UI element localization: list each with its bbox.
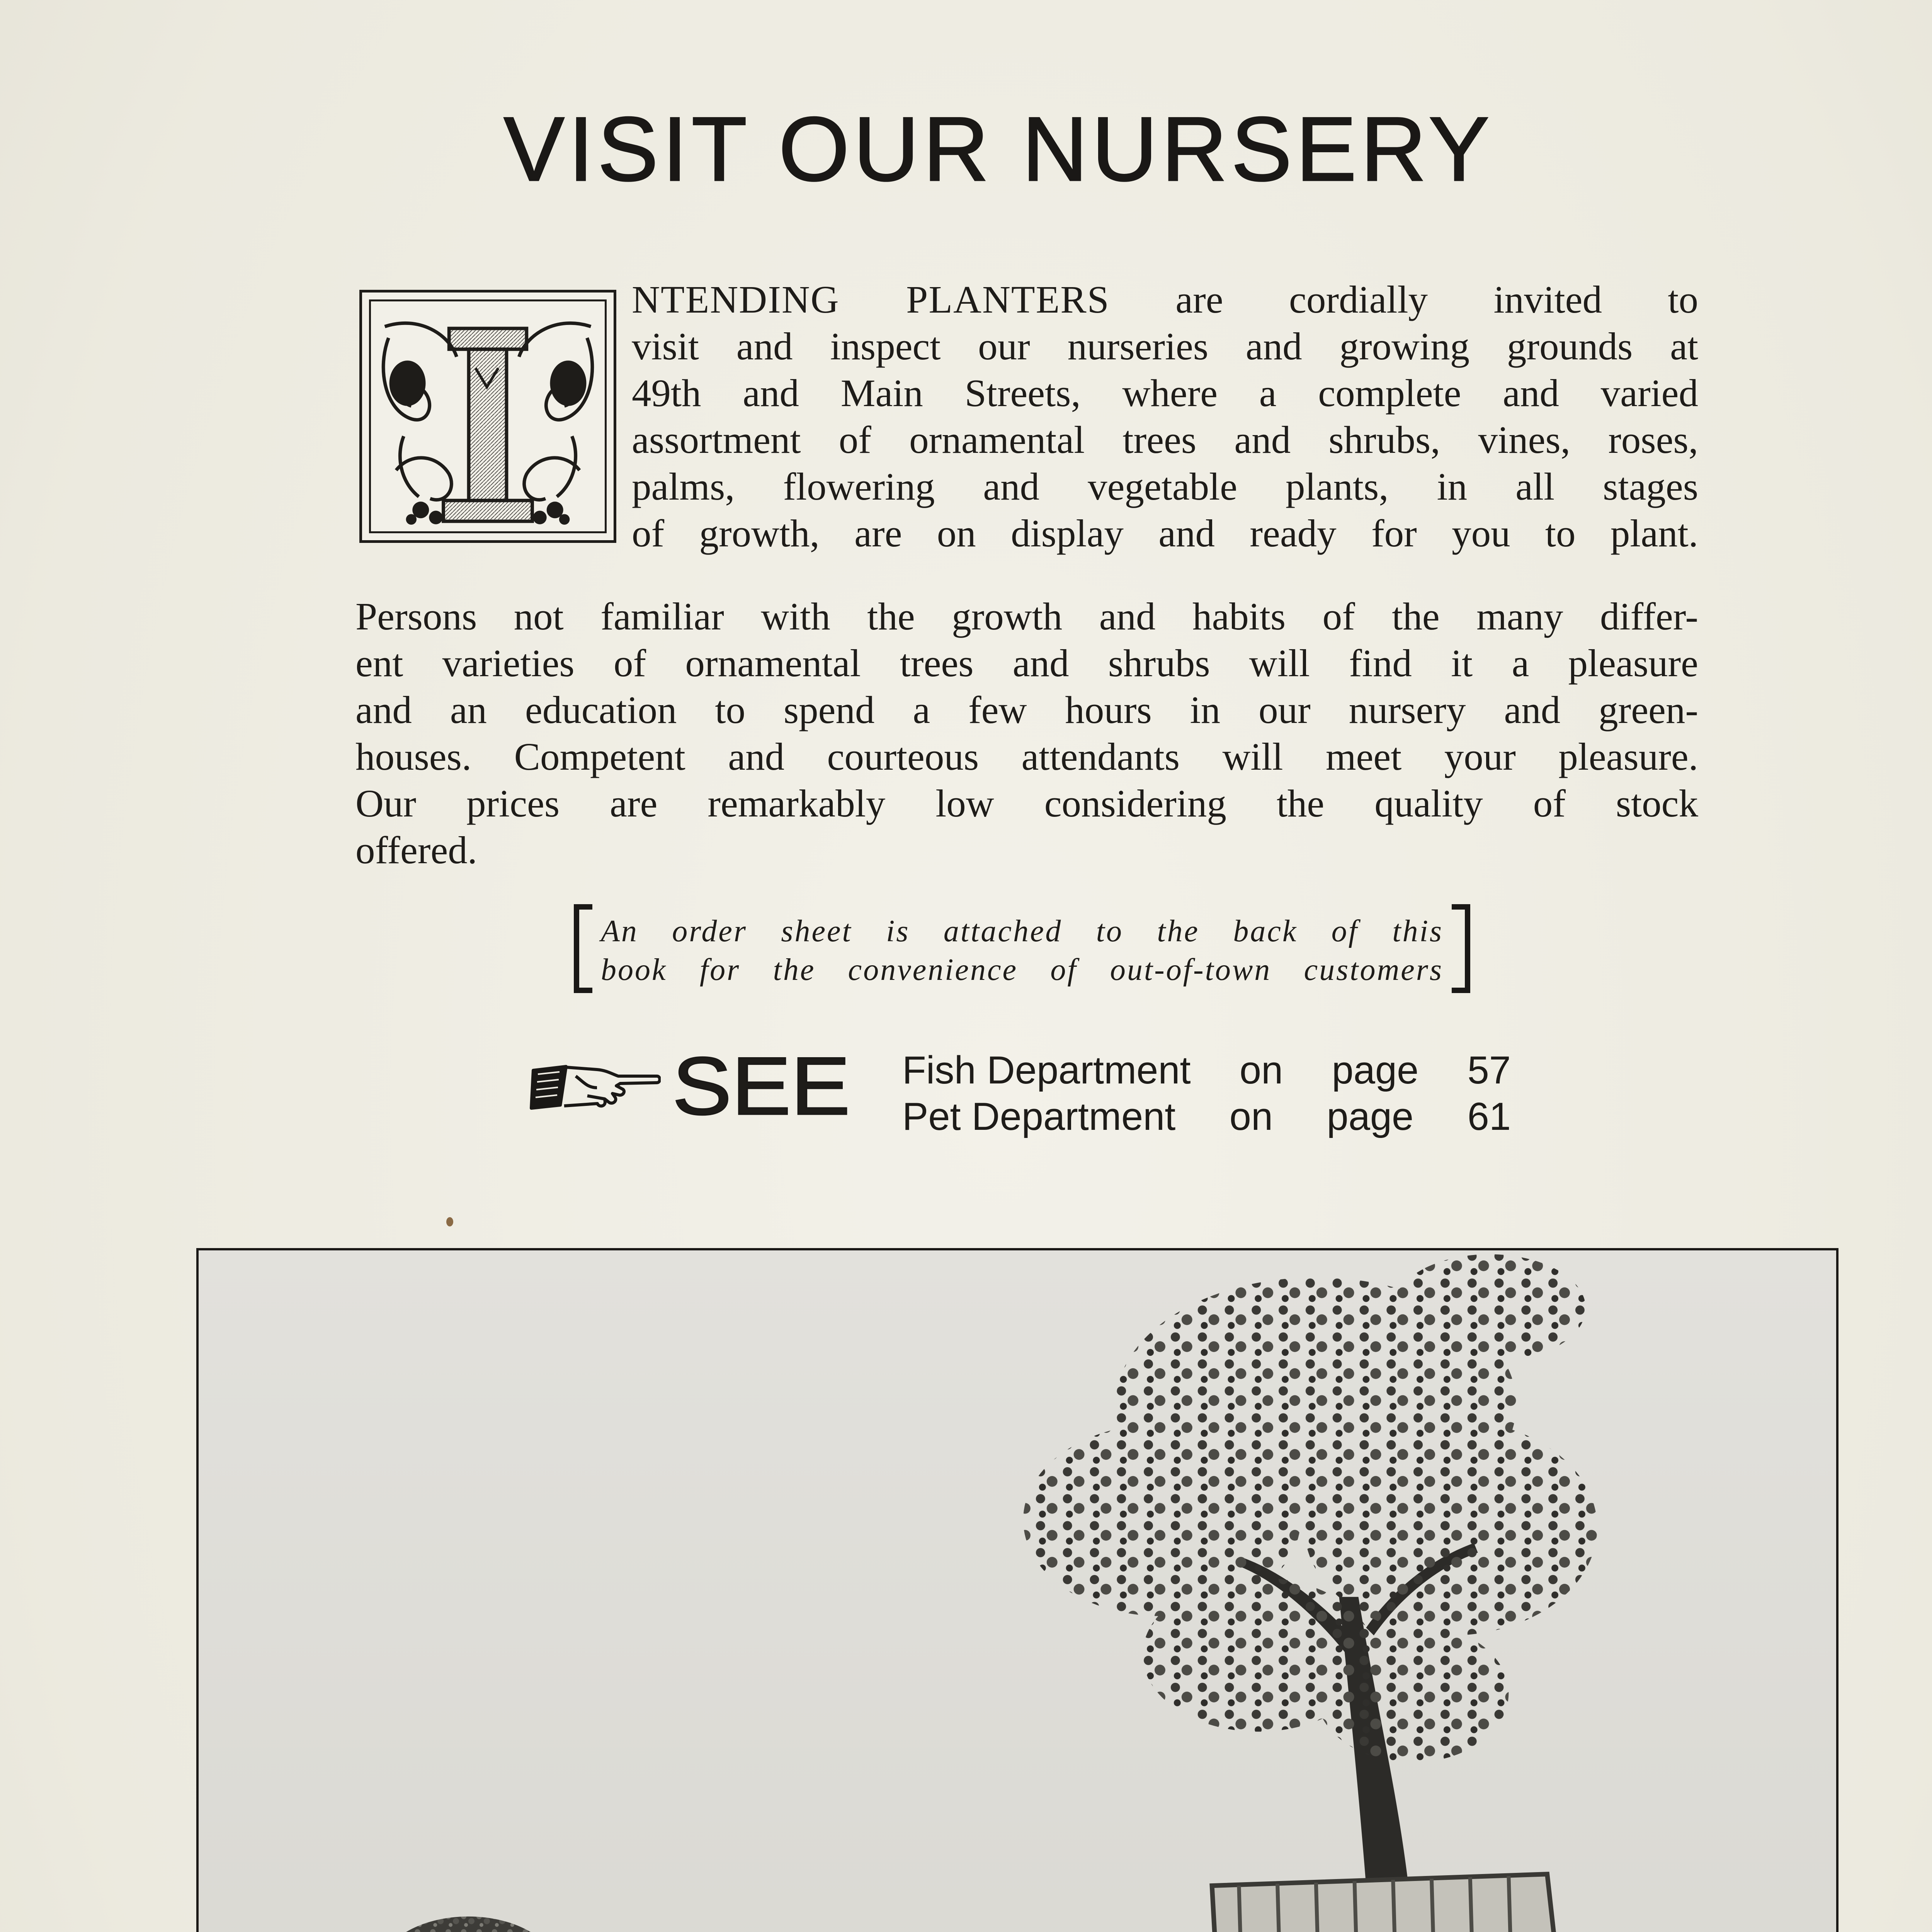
see-reference-block: [529, 1040, 1534, 1144]
intro-line-6: of growth, are on display and ready for you to plant.: [632, 512, 1698, 555]
see-item-fish-on: on: [1239, 1049, 1283, 1092]
see-item-pet-page: 61: [1467, 1095, 1511, 1138]
nursery-scene-image: [199, 1250, 1836, 1932]
intro-lead-smallcaps: NTENDING PLANTERS: [632, 278, 1110, 321]
intro-line-4: assortment of ornamental trees and shrubs, vines, roses,: [632, 418, 1698, 461]
body-line-5: Our prices are remarkably low considering the quality of stock: [355, 782, 1698, 825]
order-sheet-note: [574, 904, 1470, 1001]
ornamental-letter-icon: [362, 293, 614, 540]
pointing-hand-icon: [529, 1059, 661, 1113]
left-bracket: [574, 904, 592, 993]
see-department-list: [902, 1047, 1511, 1140]
body-line-4: houses. Competent and courteous attendants will meet your pleasure.: [355, 735, 1698, 778]
intro-line-3: 49th and Main Streets, where a complete and varied: [632, 371, 1698, 415]
order-note-line-1: An order sheet is attached to the back of this: [601, 914, 1443, 948]
intro-line-2: visit and inspect our nurseries and growing grounds at: [632, 325, 1698, 368]
see-item-pet: [902, 1094, 1511, 1140]
see-heading: SEE: [672, 1040, 850, 1132]
intro-line-1-rest: are cordially invited to: [1109, 278, 1698, 321]
page-title: VISIT OUR NURSERY: [503, 98, 1493, 200]
body-line-6: offered.: [355, 828, 477, 872]
drop-cap-ornament: [359, 290, 616, 543]
intro-line-1: [632, 276, 1698, 323]
body-paragraph: [355, 593, 1698, 874]
body-line-1: Persons not familiar with the growth and habits of the many differ-: [355, 595, 1698, 638]
right-bracket: [1452, 904, 1470, 993]
intro-paragraph: [632, 276, 1698, 557]
body-line-3: and an education to spend a few hours in our nursery and green-: [355, 688, 1698, 731]
see-item-fish-page-word: page: [1332, 1049, 1419, 1092]
body-line-2: ent varieties of ornamental trees and shrubs will find it a pleasure: [355, 641, 1698, 685]
order-note-line-2: book for the convenience of out-of-town customers: [601, 953, 1443, 987]
see-item-pet-dept: Pet Department: [902, 1095, 1176, 1138]
nursery-photograph: [196, 1248, 1838, 1932]
paper-speck: [446, 1217, 453, 1226]
see-item-fish-dept: Fish Department: [902, 1049, 1191, 1092]
see-item-fish-page: 57: [1467, 1049, 1511, 1092]
see-item-fish: [902, 1047, 1511, 1094]
see-item-pet-on: on: [1229, 1095, 1273, 1138]
intro-line-5: palms, flowering and vegetable plants, in all stages: [632, 465, 1698, 508]
order-note-text: [601, 912, 1443, 989]
see-item-pet-page-word: page: [1327, 1095, 1414, 1138]
